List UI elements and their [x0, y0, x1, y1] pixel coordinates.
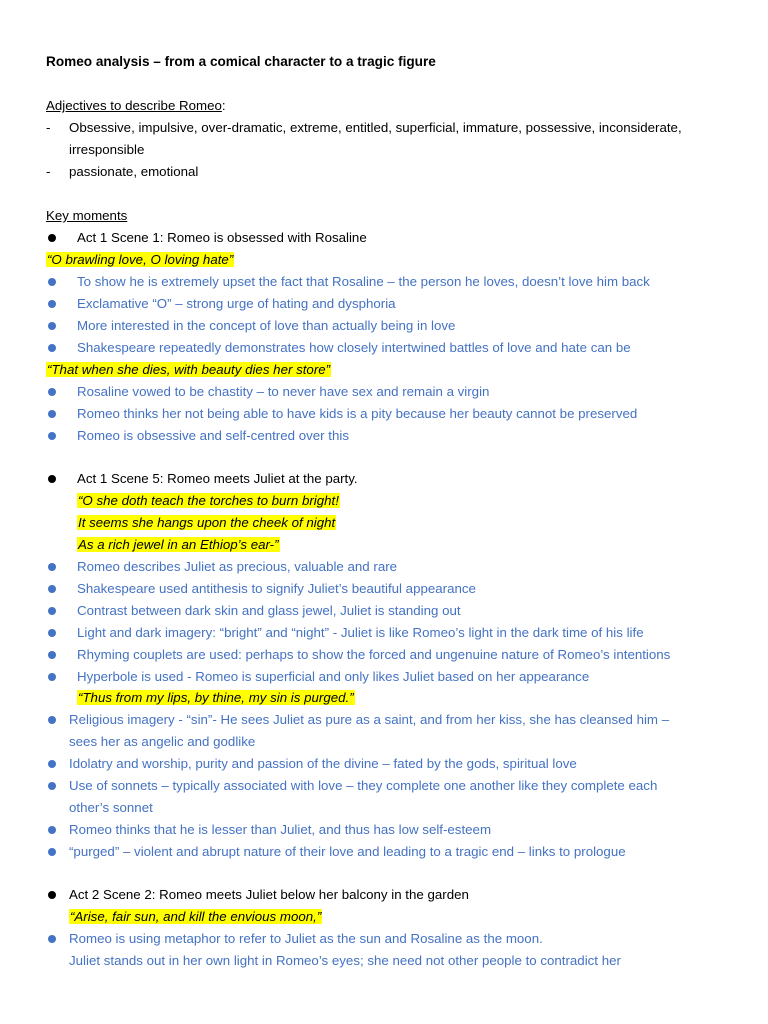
adjectives-heading-colon: : — [221, 98, 226, 113]
act1-scene1-point: Shakespeare repeatedly demonstrates how closely intertwined battles of love and hate can be — [77, 340, 631, 355]
adjectives-heading: Adjectives to describe Romeo — [46, 98, 222, 113]
document-title: Romeo analysis – from a comical character to a tragic figure — [46, 54, 436, 69]
act1-scene5-point: Hyperbole is used - Romeo is superficial and only likes Juliet based on her appearance — [77, 669, 590, 684]
bullet-icon — [48, 673, 56, 681]
act1-scene1-quote-1: “O brawling love, O loving hate” — [47, 252, 234, 267]
bullet-icon — [48, 322, 56, 330]
bullet-icon — [48, 475, 56, 483]
act1-scene5-point: Romeo describes Juliet as precious, valuable and rare — [77, 559, 398, 574]
bullet-icon — [48, 848, 56, 856]
act1-scene1-quote-2: “That when she dies, with beauty dies her store” — [47, 362, 331, 377]
act2-scene2-heading: Act 2 Scene 2: Romeo meets Juliet below her balcony in the garden — [69, 887, 469, 902]
act1-scene5-purged: “purged” – violent and abrupt nature of their love and leading to a tragic end – links to prologue — [69, 844, 626, 859]
dash-bullet: - — [46, 120, 51, 135]
bullet-icon — [48, 344, 56, 352]
bullet-icon — [48, 651, 56, 659]
bullet-icon — [48, 607, 56, 615]
adjectives-item-1-line-2: irresponsible — [69, 142, 145, 157]
bullet-icon — [48, 782, 56, 790]
bullet-icon — [48, 388, 56, 396]
act1-scene5-heading: Act 1 Scene 5: Romeo meets Juliet at the party. — [77, 471, 358, 486]
adjectives-heading-line — [46, 98, 226, 113]
adjectives-item-2: passionate, emotional — [69, 164, 199, 179]
act1-scene1-point: To show he is extremely upset the fact that Rosaline – the person he loves, doesn’t love him back — [77, 274, 650, 289]
act1-scene5-sonnets-line-1: Use of sonnets – typically associated with love – they complete one another like they complete each — [69, 778, 658, 793]
bullet-icon — [48, 891, 56, 899]
bullet-icon — [48, 760, 56, 768]
act2-scene2-quote: “Arise, fair sun, and kill the envious moon,” — [70, 909, 322, 924]
act1-scene5-quote-2: “Thus from my lips, by thine, my sin is purged.” — [78, 690, 354, 705]
act1-scene5-religious-line-1: Religious imagery - “sin”- He sees Juliet as pure as a saint, and from her kiss, she has cleansed him – — [69, 712, 670, 727]
act1-scene1-point: More interested in the concept of love than actually being in love — [77, 318, 456, 333]
bullet-icon — [48, 826, 56, 834]
act1-scene5-sonnets-line-2: other’s sonnet — [69, 800, 153, 815]
act1-scene5-quote-line: “O she doth teach the torches to burn bright! — [78, 493, 339, 508]
act1-scene1-point: Exclamative “O” – strong urge of hating and dysphoria — [77, 296, 396, 311]
act2-scene2-point-line-2: Juliet stands out in her own light in Romeo’s eyes; she need not other people to contradict her — [69, 953, 621, 968]
bullet-icon — [48, 563, 56, 571]
bullet-icon — [48, 432, 56, 440]
bullet-icon — [48, 716, 56, 724]
act1-scene5-point: Rhyming couplets are used: perhaps to show the forced and ungenuine nature of Romeo’s intentions — [77, 647, 671, 662]
act1-scene5-point: Contrast between dark skin and glass jewel, Juliet is standing out — [77, 603, 461, 618]
act1-scene1-heading: Act 1 Scene 1: Romeo is obsessed with Rosaline — [77, 230, 367, 245]
act1-scene5-point: Light and dark imagery: “bright” and “night” - Juliet is like Romeo’s light in the dark time of his life — [77, 625, 644, 640]
act1-scene5-point: Shakespeare used antithesis to signify Juliet’s beautiful appearance — [77, 581, 476, 596]
act1-scene5-quote-line: It seems she hangs upon the cheek of night — [78, 515, 336, 530]
bullet-icon — [48, 234, 56, 242]
key-moments-heading: Key moments — [46, 208, 128, 223]
bullet-icon — [48, 629, 56, 637]
act1-scene1-point: Romeo is obsessive and self-centred over this — [77, 428, 349, 443]
bullet-icon — [48, 278, 56, 286]
bullet-icon — [48, 410, 56, 418]
act1-scene1-point: Rosaline vowed to be chastity – to never have sex and remain a virgin — [77, 384, 490, 399]
act1-scene5-lesser: Romeo thinks that he is lesser than Juliet, and thus has low self-esteem — [69, 822, 492, 837]
bullet-icon — [48, 935, 56, 943]
dash-bullet: - — [46, 164, 51, 179]
act1-scene1-point: Romeo thinks her not being able to have kids is a pity because her beauty cannot be preserved — [77, 406, 638, 421]
act1-scene5-religious-line-2: sees her as angelic and godlike — [69, 734, 256, 749]
bullet-icon — [48, 300, 56, 308]
bullet-icon — [48, 585, 56, 593]
adjectives-item-1-line-1: Obsessive, impulsive, over-dramatic, extreme, entitled, superficial, immature, possessive, inconsiderate, — [69, 120, 682, 135]
act2-scene2-point-line-1: Romeo is using metaphor to refer to Juliet as the sun and Rosaline as the moon. — [69, 931, 543, 946]
act1-scene5-quote-line: As a rich jewel in an Ethiop’s ear-” — [78, 537, 279, 552]
act1-scene5-idolatry: Idolatry and worship, purity and passion of the divine – fated by the gods, spiritual love — [69, 756, 577, 771]
